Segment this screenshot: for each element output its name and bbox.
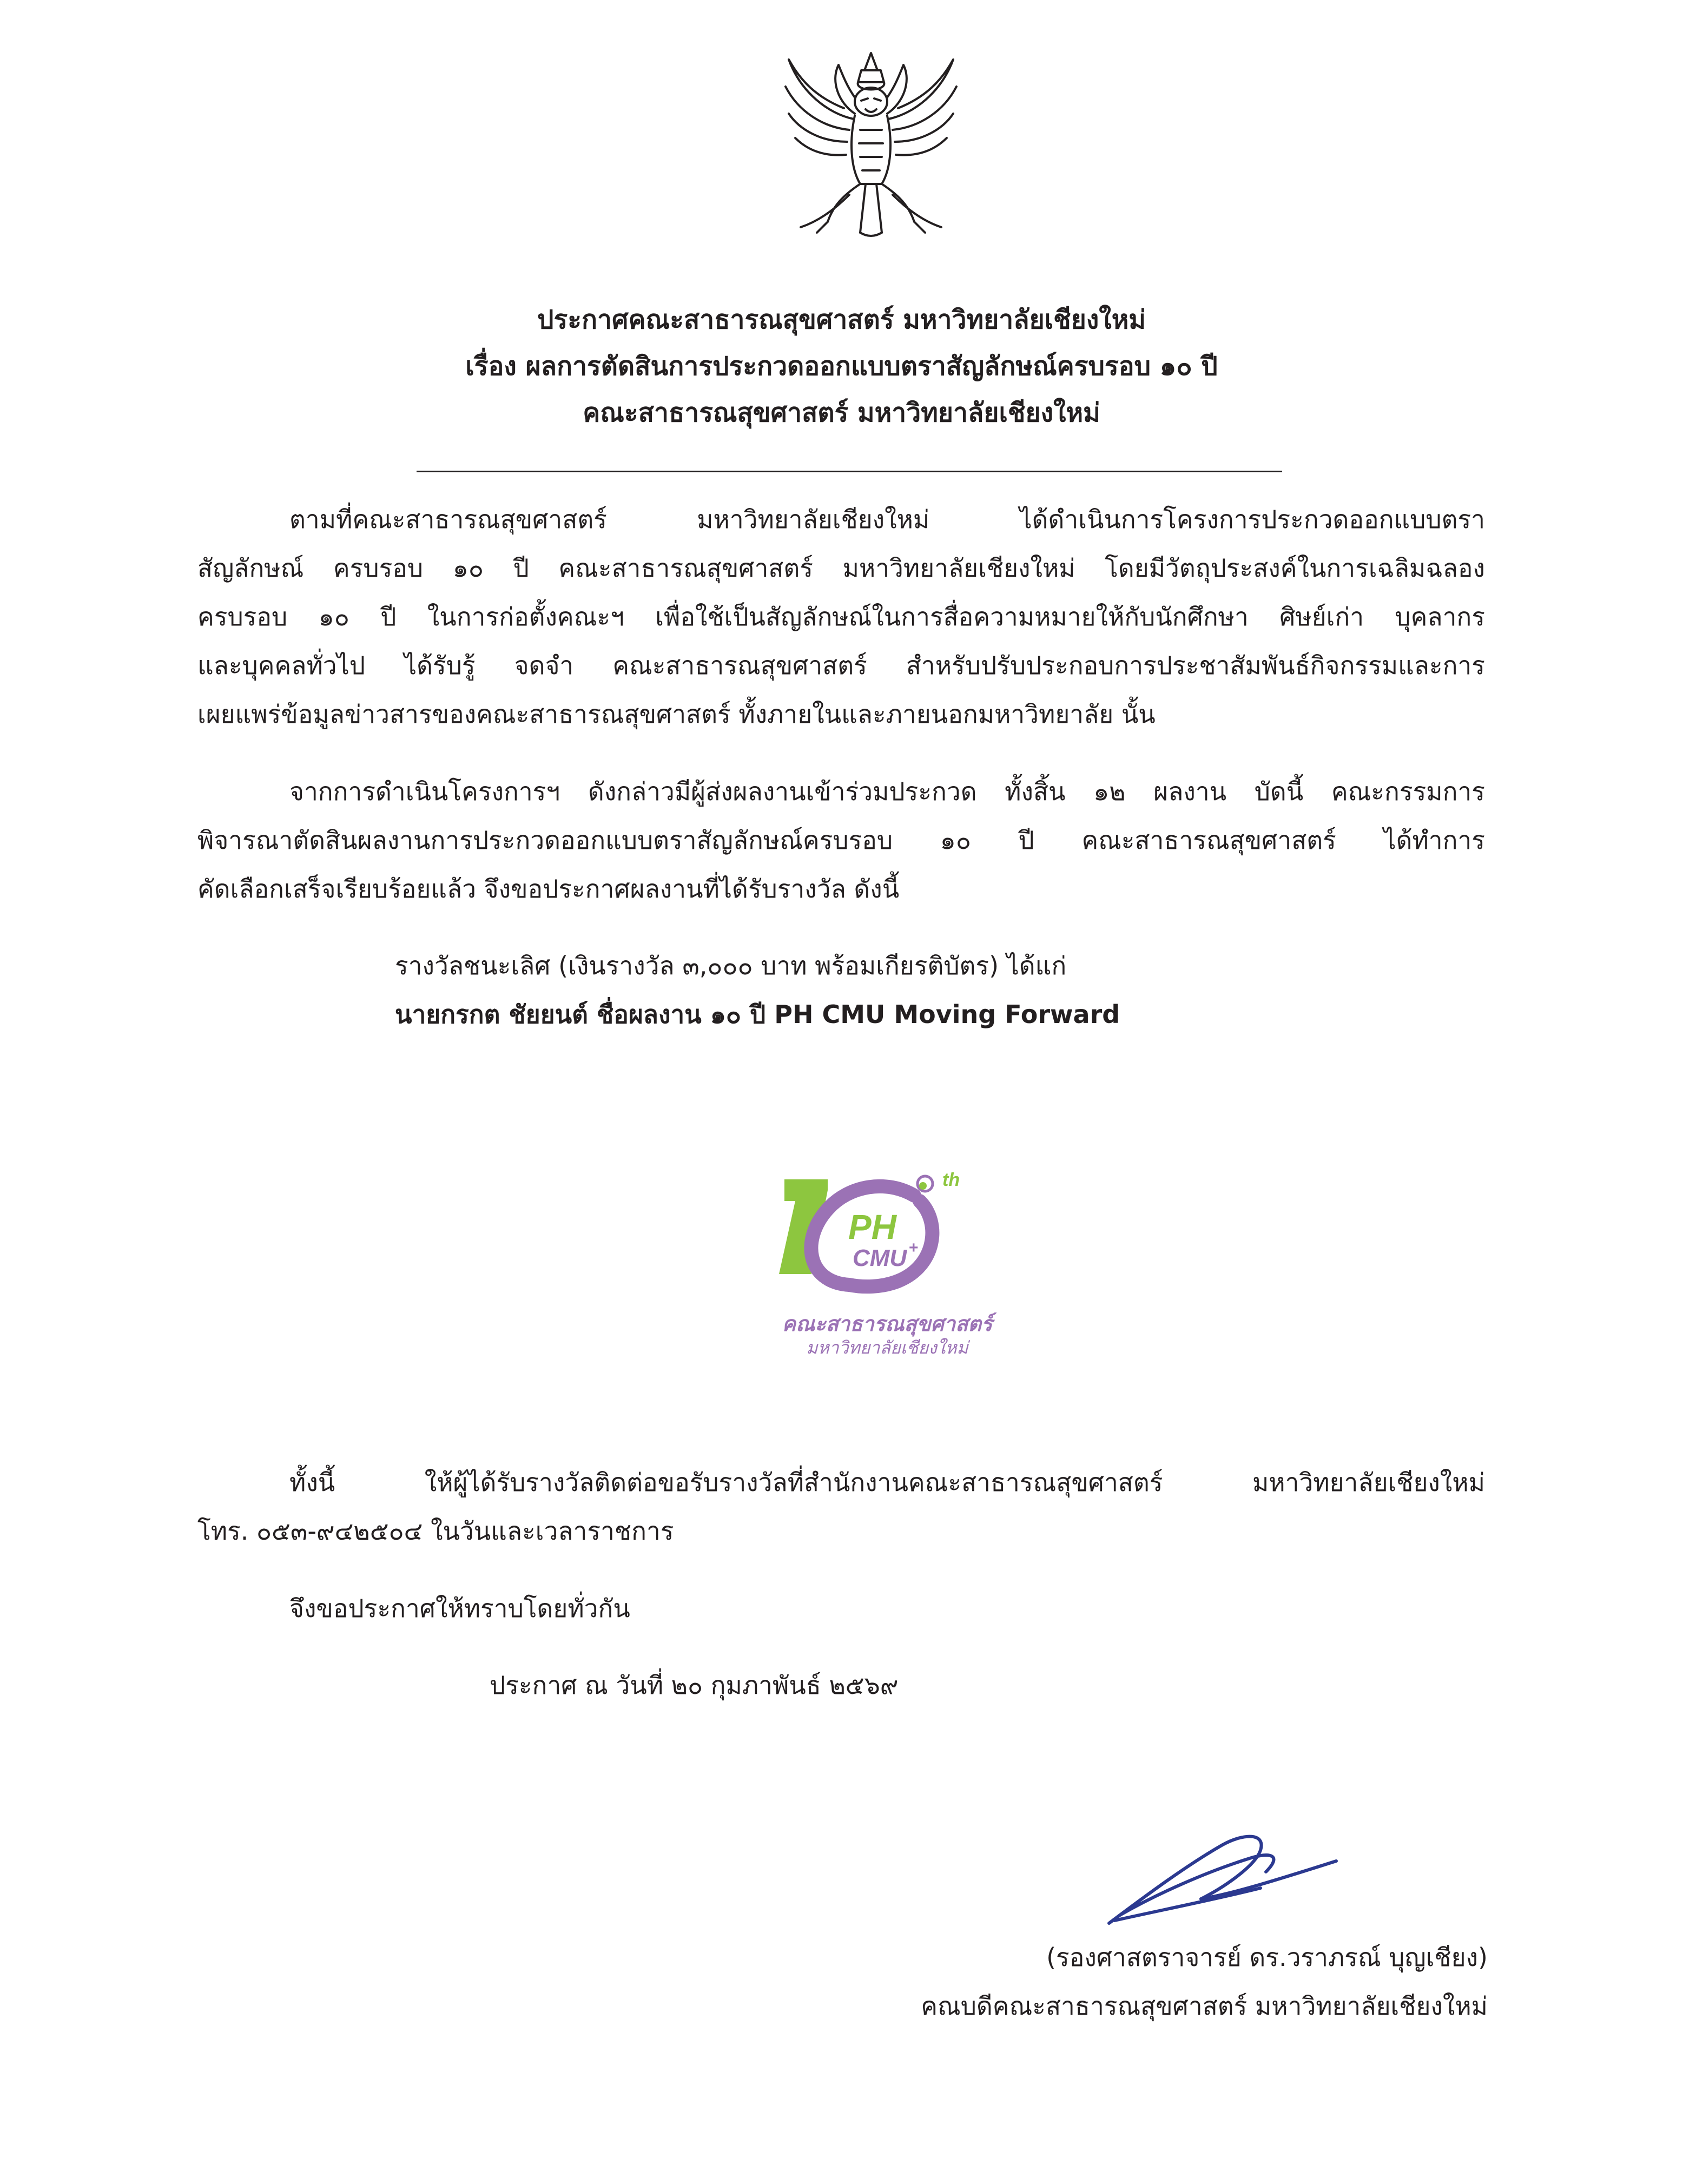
award-title: รางวัลชนะเลิศ (เงินรางวัล ๓,๐๐๐ บาท พร้อมเกียรติบัตร) ได้แก่ xyxy=(395,951,1067,980)
paragraph-3-line: โทร. ๐๕๓-๙๔๒๕๐๔ ในวันและเวลาราชการ xyxy=(197,1516,674,1546)
paragraph-2-line: จากการดำเนินโครงการฯ ดังกล่าวมีผู้ส่งผลงานเข้าร่วมประกวด ทั้งสิ้น ๑๒ ผลงาน บัดนี้ คณะกรรมการ xyxy=(289,777,1485,806)
svg-text:+: + xyxy=(909,1239,919,1257)
paragraph-3-line: ทั้งนี้ ให้ผู้ได้รับรางวัลติดต่อขอรับรางวัลที่สำนักงานคณะสาธารณสุขศาสตร์ มหาวิทยาลัยเชียงใหม่ xyxy=(289,1468,1485,1497)
paragraph-1-line: ตามที่คณะสาธารณสุขศาสตร์ มหาวิทยาลัยเชียงใหม่ ได้ดำเนินการโครงการประกวดออกแบบตรา xyxy=(289,505,1485,534)
paragraph-2-line: พิจารณาตัดสินผลงานการประกวดออกแบบตราสัญลักษณ์ครบรอบ ๑๐ ปี คณะสาธารณสุขศาสตร์ ได้ทำการ xyxy=(197,826,1485,855)
logo-faculty-text: คณะสาธารณสุขศาสตร์ xyxy=(782,1312,993,1336)
header-divider xyxy=(417,471,1282,472)
ph-cmu-10th-anniversary-logo xyxy=(747,1158,1028,1385)
announcement-faculty: คณะสาธารณสุขศาสตร์ มหาวิทยาลัยเชียงใหม่ xyxy=(583,398,1100,428)
paragraph-2-line: คัดเลือกเสร็จเรียบร้อยแล้ว จึงขอประกาศผลงานที่ได้รับรางวัล ดังนี้ xyxy=(197,874,900,903)
announcement-date: ประกาศ ณ วันที่ ๒๐ กุมภาพันธ์ ๒๕๖๙ xyxy=(490,1671,899,1700)
signatory-position: คณบดีคณะสาธารณสุขศาสตร์ มหาวิทยาลัยเชียงใหม่ xyxy=(921,1991,1488,2021)
paragraph-1-line: สัญลักษณ์ ครบรอบ ๑๐ ปี คณะสาธารณสุขศาสตร์ มหาวิทยาลัยเชียงใหม่ โดยมีวัตถุประสงค์ในการเฉลิมฉลอง xyxy=(197,553,1485,583)
garuda-emblem-icon xyxy=(779,49,963,243)
logo-cmu: CMU xyxy=(853,1245,907,1271)
logo-superscript: th xyxy=(942,1170,960,1190)
paragraph-1-line: และบุคคลทั่วไป ได้รับรู้ จดจำ คณะสาธารณสุขศาสตร์ สำหรับปรับประกอบการประชาสัมพันธ์กิจกรรมและการ xyxy=(197,651,1485,680)
handwritten-signature xyxy=(1098,1829,1347,1931)
award-winner: นายกรกต ชัยยนต์ ชื่อผลงาน ๑๐ ปี PH CMU Moving Forward xyxy=(395,1000,1120,1029)
announcement-subject: เรื่อง ผลการตัดสินการประกวดออกแบบตราสัญลักษณ์ครบรอบ ๑๐ ปี xyxy=(465,351,1218,381)
logo-ph: PH xyxy=(848,1208,896,1246)
announcement-title: ประกาศคณะสาธารณสุขศาสตร์ มหาวิทยาลัยเชียงใหม่ xyxy=(537,305,1146,335)
logo-university-text: มหาวิทยาลัยเชียงใหม่ xyxy=(806,1337,968,1358)
paragraph-1-line: ครบรอบ ๑๐ ปี ในการก่อตั้งคณะฯ เพื่อใช้เป็นสัญลักษณ์ในการสื่อความหมายให้กับนักศึกษา ศิษย์เก่า บุคลากร xyxy=(197,602,1485,631)
signatory-name: (รองศาสตราจารย์ ดร.วราภรณ์ บุญเชียง) xyxy=(1046,1943,1488,1972)
closing-text: จึงขอประกาศให้ทราบโดยทั่วกัน xyxy=(289,1594,630,1623)
paragraph-1-line: เผยแพร่ข้อมูลข่าวสารของคณะสาธารณสุขศาสตร์ ทั้งภายในและภายนอกมหาวิทยาลัย นั้น xyxy=(197,700,1156,729)
